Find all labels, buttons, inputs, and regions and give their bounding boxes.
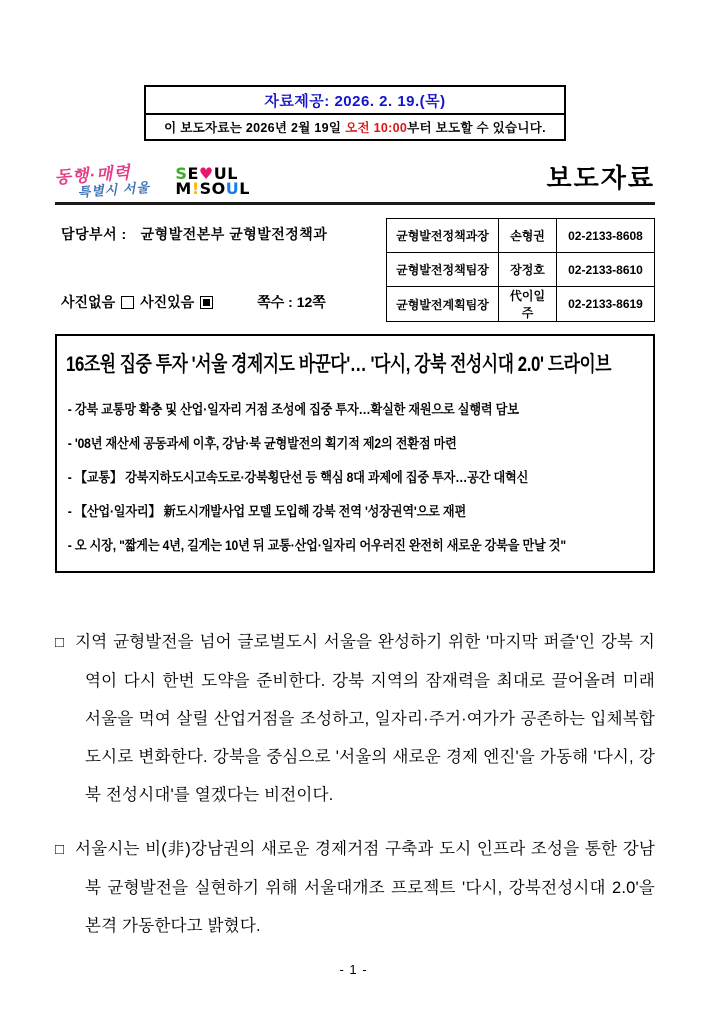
contact-name: 代이일주 <box>499 287 557 322</box>
logo-group <box>53 162 250 200</box>
table-row <box>387 253 655 287</box>
embargo-notice-time: 오전 10:00 <box>345 121 408 135</box>
logo-letter: SO <box>199 179 226 199</box>
brand-logo-line2 <box>175 179 250 199</box>
contact-table <box>386 218 655 322</box>
logo-letter: UL <box>213 164 238 184</box>
seoul-my-soul-logo <box>175 164 250 199</box>
body-text <box>55 623 655 945</box>
city-logo-line1: 동행·매력 <box>53 162 132 187</box>
embargo-box <box>144 85 566 141</box>
photo-yes-label: 사진있음 <box>140 294 195 310</box>
page-count: 쪽수 : 12쪽 <box>257 294 326 310</box>
logo-letter: E <box>187 164 199 184</box>
embargo-date: 자료제공: 2026. 2. 19.(목) <box>264 93 446 110</box>
header-divider <box>55 202 655 205</box>
document-type-title: 보도자료 <box>546 163 655 193</box>
paragraph-text: 지역 균형발전을 넘어 글로벌도시 서울을 완성하기 위한 '마지막 퍼즐'인 강북 지역이 다시 한번 도약을 준비한다. 강북 지역의 잠재력을 최대로 끌어올려 미래 서울을 먹여 살릴 산업거점을 조성하고, 일자리·주거·여가가 공존하는 입체복합도시로 변화한다. 강북을 중심으로 '서울의 새로운 경제 엔진'을 가동해 '다시, 강북 전성시대'를 열겠다는 비전이다. <box>75 633 655 804</box>
info-section <box>55 218 655 322</box>
headline-title: 16조원 집중 투자 '서울 경제지도 바꾼다'… '다시, 강북 전성시대 2.0' 드라이브 <box>66 353 612 376</box>
heart-icon: ♥ <box>198 164 214 184</box>
headline-bullet-list <box>66 391 645 561</box>
headline-bullet: - 【교통】 강북지하도시고속도로·강북횡단선 등 핵심 8대 과제에 집중 투자…공간 대혁신 <box>67 470 529 485</box>
department-info <box>55 218 327 322</box>
seoul-city-slogan-logo <box>54 162 150 200</box>
headline-bullet: - 【산업·일자리】 新도시개발사업 모델 도입해 강북 전역 '성장권역'으로 재편 <box>67 504 467 519</box>
contact-role: 균형발전정책과장 <box>387 219 499 253</box>
document-header <box>53 151 655 200</box>
paragraph-marker: □ <box>55 841 66 858</box>
body-paragraph <box>55 623 655 814</box>
table-row <box>387 287 655 322</box>
contact-name: 장정호 <box>499 253 557 287</box>
department-value: 균형발전본부 균형발전정책과 <box>140 226 328 242</box>
checkbox-photo-yes-checked <box>200 296 213 309</box>
logo-letter: U <box>225 179 240 199</box>
department-label: 담당부서 : <box>61 226 127 242</box>
paragraph-marker: □ <box>55 634 66 651</box>
city-logo-line2: 특별시 서울 <box>77 179 151 200</box>
photo-checkbox-row <box>61 292 327 312</box>
checkbox-photo-none-unchecked <box>121 296 134 309</box>
paragraph-text: 서울시는 비(非)강남권의 새로운 경제거점 구축과 도시 인프라 조성을 통한 강남북 균형발전을 실현하기 위해 서울대개조 프로젝트 '다시, 강북전성시대 2.0'을 본격 가동한다고 밝혔다. <box>75 840 655 935</box>
contact-phone: 02-2133-8619 <box>557 287 655 322</box>
contact-phone: 02-2133-8610 <box>557 253 655 287</box>
embargo-notice-prefix: 이 보도자료는 2026년 2월 19일 <box>164 121 346 135</box>
headline-bullet: - 강북 교통망 확충 및 산업·일자리 거점 조성에 집중 투자…확실한 재원으로 실행력 담보 <box>67 402 519 417</box>
headline-bullet: - '08년 재산세 공동과세 이후, 강남·북 균형발전의 획기적 제2의 전환점 마련 <box>67 436 457 451</box>
headline-box <box>55 334 655 573</box>
logo-letter: L <box>239 179 250 199</box>
department-line <box>61 224 327 244</box>
embargo-notice <box>146 113 564 139</box>
contact-role: 균형발전정책팀장 <box>387 253 499 287</box>
logo-letter: S <box>175 164 188 184</box>
contact-name: 손형권 <box>499 219 557 253</box>
logo-letter: M <box>175 179 192 199</box>
page-number: - 1 - <box>339 962 368 977</box>
table-row <box>387 219 655 253</box>
exclamation-icon: ! <box>191 179 200 199</box>
contact-role: 균형발전계획팀장 <box>387 287 499 322</box>
contact-phone: 02-2133-8608 <box>557 219 655 253</box>
photo-none-label: 사진없음 <box>61 294 116 310</box>
embargo-notice-suffix: 부터 보도할 수 있습니다. <box>407 121 546 135</box>
body-paragraph <box>55 830 655 945</box>
headline-bullet: - 오 시장, "짧게는 4년, 길게는 10년 뒤 교통·산업·일자리 어우러진 완전히 새로운 강북을 만날 것" <box>67 538 566 553</box>
